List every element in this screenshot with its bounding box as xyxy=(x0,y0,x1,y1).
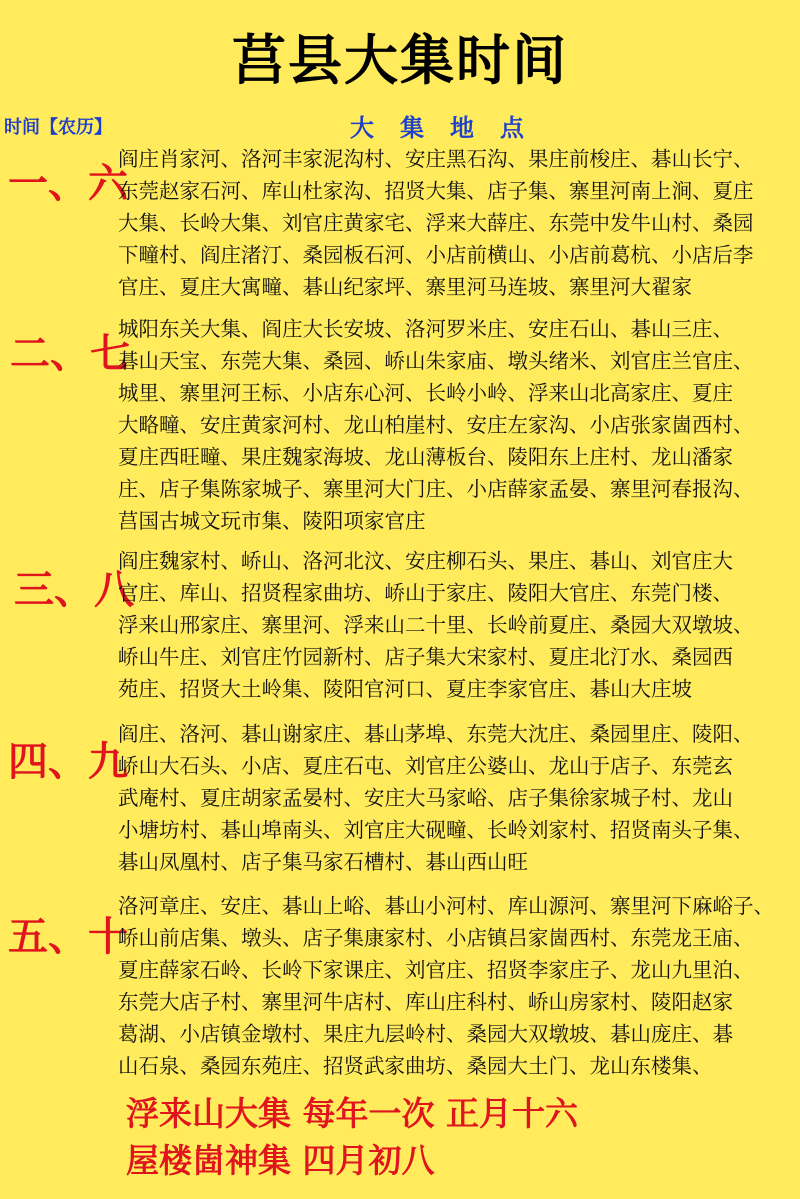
day-label-1-6: 一、六 xyxy=(8,161,128,207)
day-label-4-9: 四、九 xyxy=(8,739,128,785)
market-list-1-6: 阎庄肖家河、洛河丰家泥沟村、安庄黑石沟、果庄前梭庄、碁山长宁、 东莞赵家石河、库山杜家沟、招贤大集、店子集、寨里河南上涧、夏庄 大集、长岭大集、刘官庄黄家宅、浮来大薛庄、东莞中发牛山村、桑园 下疃村、阎庄渚汀、桑园板石河、小店前横山、小店前葛杭、小店后李 官庄、夏庄大寓疃、碁山纪家坪、寨里河马连坡、寨里河大翟家 xyxy=(118,147,754,299)
day-label-5-10: 五、十 xyxy=(8,914,128,960)
footer-note-2: 屋楼崮神集 四月初八 xyxy=(126,1141,435,1180)
market-list-5-10: 洛河章庄、安庄、碁山上峪、碁山小河村、库山源河、寨里河下麻峪子、 峤山前店集、墩头、店子集康家村、小店镇吕家崮西村、东莞龙王庙、 夏庄薛家石岭、长岭下家课庄、刘官庄、招贤李家庄子、龙山九里泊、 东莞大店子村、寨里河牛店村、库山庄科村、峤山房家村、陵阳赵家 葛湖、小店镇金墩村、果庄九层岭村、桑园大双墩坡、碁山庞庄、碁 山石泉、桑园东苑庄、招贤武家曲坊、桑园大土门、龙山东楼集、 xyxy=(118,894,774,1078)
day-label-2-7: 二、七 xyxy=(10,331,130,377)
day-label-3-8: 三、八 xyxy=(14,567,134,613)
market-list-3-8: 阎庄魏家村、峤山、洛河北汶、安庄柳石头、果庄、碁山、刘官庄大 官庄、库山、招贤程家曲坊、峤山于家庄、陵阳大官庄、东莞门楼、 浮来山邢家庄、寨里河、浮来山二十里、长岭前夏庄、桑园大双墩坡、 峤山牛庄、刘官庄竹园新村、店子集大宋家村、夏庄北汀水、桑园西 苑庄、招贤大土岭集、陵阳官河口、夏庄李家官庄、碁山大庄坡 xyxy=(118,549,754,701)
footer-note-1: 浮来山大集 每年一次 正月十六 xyxy=(126,1094,578,1133)
place-column-label: 大集地点 xyxy=(350,114,550,142)
time-column-label: 时间【农历】 xyxy=(4,117,112,138)
page-title: 莒县大集时间 xyxy=(232,29,568,92)
market-list-2-7: 城阳东关大集、阎庄大长安坡、洛河罗米庄、安庄石山、碁山三庄、 碁山天宝、东莞大集、桑园、峤山朱家庙、墩头绪米、刘官庄兰官庄、 城里、寨里河王标、小店东心河、长岭小岭、浮来山北高家庄、夏庄 大略疃、安庄黄家河村、龙山柏崖村、安庄左家沟、小店张家崮西村、 夏庄西旺疃、果庄魏家海坡、龙山薄板台、陵阳东上庄村、龙山潘家 庄、店子集陈家城子、寨里河大门庄、小店薛家孟晏、寨里河春报沟、 莒国古城文玩市集、陵阳项家官庄 xyxy=(118,317,754,533)
market-list-4-9: 阎庄、洛河、碁山谢家庄、碁山茅埠、东莞大沈庄、桑园里庄、陵阳、 峤山大石头、小店、夏庄石屯、刘官庄公婆山、龙山于店子、东莞玄 武庵村、夏庄胡家孟晏村、安庄大马家峪、店子集徐家城子村、龙山 小塘坊村、碁山埠南头、刘官庄大砚疃、长岭刘家村、招贤南头子集、 碁山凤凰村、店子集马家石槽村、碁山西山旺 xyxy=(118,722,754,874)
